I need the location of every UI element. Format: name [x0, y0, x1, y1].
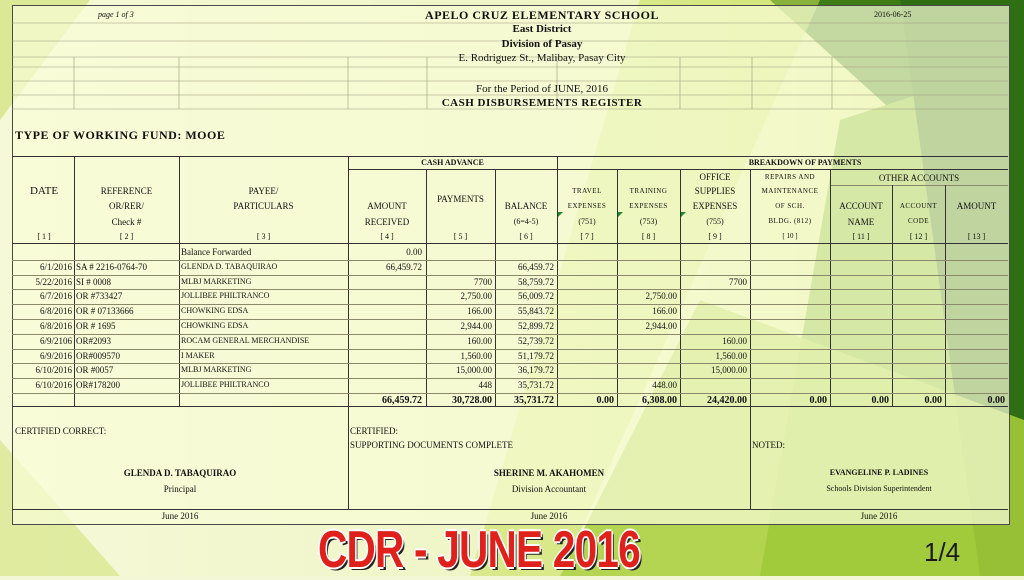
col-header-training: EXPENSES — [629, 202, 668, 210]
row-divider — [12, 378, 1008, 379]
school-address: E. Rodriguez St., Malibay, Pasay City — [458, 52, 626, 64]
col-number: [ 8 ] — [641, 232, 656, 241]
row-divider — [12, 334, 1008, 335]
cell-payments: 166.00 — [467, 306, 492, 317]
col-header-reference: OR/RER/ — [108, 201, 144, 211]
cell-balance: 52,739.72 — [518, 335, 554, 346]
col-header-account-name: NAME — [847, 217, 875, 227]
cell-balance: 36,179.72 — [518, 365, 554, 376]
row-divider — [12, 275, 1008, 276]
col-header-office: SUPPLIES — [694, 186, 736, 196]
total-office: 24,420.00 — [707, 395, 747, 406]
cell-date: 6/10/2016 — [35, 380, 72, 391]
cell-date: 6/9/2016 — [39, 350, 72, 361]
col-number: [ 7 ] — [580, 232, 594, 241]
school-name: APELO CRUZ ELEMENTARY SCHOOL — [425, 8, 659, 22]
total-balance: 35,731.72 — [514, 395, 554, 406]
cell-training: 166.00 — [652, 306, 677, 317]
cell-reference: SI # 0008 — [76, 276, 112, 287]
col-header-travel-code: (751) — [578, 217, 596, 226]
group-header-other-accounts: OTHER ACCOUNTS — [878, 173, 960, 183]
col-number: [ 10 ] — [782, 232, 798, 240]
col-header-training: TRAINING — [629, 187, 668, 195]
cell-reference: OR#178200 — [76, 380, 121, 391]
superintendent-name: EVANGELINE P. LADINES — [829, 468, 929, 477]
principal-name: GLENDA D. TABAQUIRAO — [123, 468, 237, 478]
col-header-balance-formula: (6=4-5) — [513, 217, 539, 226]
accountant-name: SHERINE M. AKAHOMEN — [493, 468, 605, 478]
cell-date: 6/9/2106 — [39, 335, 72, 346]
cell-balance: 35,731.72 — [518, 380, 554, 391]
col-header-repairs: REPAIRS AND — [764, 173, 816, 181]
total-account-name: 0.00 — [871, 395, 889, 406]
cell-reference: OR#2093 — [76, 335, 112, 346]
col-header-repairs: OF SCH. — [775, 202, 805, 210]
col-number: [ 13 ] — [967, 232, 986, 241]
noted-label: NOTED: — [752, 440, 785, 450]
total-account-code: 0.00 — [924, 395, 942, 406]
col-number: [ 5 ] — [453, 232, 468, 241]
cell-payments: 2,944.00 — [460, 321, 492, 331]
cell-payments: 1,560.00 — [460, 350, 492, 361]
col-header-payee: PARTICULARS — [233, 201, 294, 211]
cell-comment-marker — [558, 212, 563, 217]
col-number: [ 6 ] — [519, 232, 533, 241]
page-indicator: page 1 of 3 — [98, 10, 134, 19]
cell-training: 2,944.00 — [645, 321, 677, 331]
cell-payee: CHOWKING EDSA — [181, 321, 249, 330]
col-number: [ 4 ] — [380, 232, 394, 241]
col-header-reference: Check # — [111, 217, 142, 227]
cell-payee: GLENDA D. TABAQUIRAO — [181, 261, 278, 271]
cell-payee: Balance Forwarded — [181, 247, 252, 257]
group-header-cash-advance: CASH ADVANCE — [421, 158, 484, 167]
cell-payments: 160.00 — [467, 335, 492, 346]
slide-banner-title: CDR - JUNE 2016 — [318, 521, 640, 579]
cell-balance: 52,899.72 — [518, 321, 554, 331]
cell-comment-marker — [681, 212, 686, 217]
col-number: [ 3 ] — [256, 232, 271, 241]
cell-comment-marker — [618, 212, 623, 217]
cell-payee: JOLLIBEE PHILTRANCO — [181, 380, 270, 390]
row-divider — [12, 260, 1008, 261]
col-header-travel: EXPENSES — [567, 202, 607, 210]
col-header-date: DATE — [29, 185, 59, 197]
cell-training: 448.00 — [652, 380, 677, 391]
supporting-docs-label: SUPPORTING DOCUMENTS COMPLETE — [350, 440, 513, 450]
row-divider — [12, 304, 1008, 305]
totals-bottom-border — [12, 406, 1008, 407]
col-header-travel: TRAVEL — [572, 187, 602, 195]
cell-amount-received: 66,459.72 — [386, 261, 422, 272]
col-number: [ 12 ] — [909, 232, 928, 241]
cell-office: 160.00 — [722, 335, 747, 346]
cell-date: 5/22/2016 — [35, 276, 72, 287]
row-divider — [12, 393, 1008, 394]
cell-payments: 15,000.00 — [456, 365, 492, 376]
col-header-account-code: CODE — [907, 217, 930, 225]
col-header-training-code: (753) — [639, 217, 658, 226]
cell-date: 6/7/2016 — [39, 291, 72, 302]
cell-payments: 2,750.00 — [460, 291, 492, 302]
column-number-border — [12, 243, 1008, 244]
accountant-title: Division Accountant — [511, 484, 587, 494]
report-date: 2016-06-25 — [874, 10, 912, 19]
cell-office: 15,000.00 — [711, 365, 747, 376]
cell-payee: ROCAM GENERAL MERCHANDISE — [181, 335, 310, 345]
signature-date: June 2016 — [530, 511, 568, 521]
date-row-border — [12, 509, 1008, 510]
col-number: [ 2 ] — [119, 232, 134, 241]
cell-reference: SA # 2216-0764-70 — [76, 261, 148, 272]
signature-date: June 2016 — [161, 511, 199, 521]
cell-reference: OR #0057 — [76, 365, 114, 376]
cell-payee: MLBJ MARKETING — [181, 276, 252, 286]
cell-date: 6/8/2016 — [39, 321, 72, 331]
total-travel: 0.00 — [596, 395, 614, 406]
cell-payments: 448 — [478, 380, 492, 391]
cell-balance: 51,179.72 — [518, 350, 554, 361]
total-amount-received: 66,459.72 — [382, 395, 422, 406]
cell-office: 1,560.00 — [715, 350, 747, 361]
total-repairs: 0.00 — [809, 395, 827, 406]
row-divider — [12, 289, 1008, 290]
cell-office: 7700 — [729, 276, 747, 287]
division: Division of Pasay — [501, 38, 583, 50]
district: East District — [512, 23, 572, 35]
cell-reference: OR # 07133666 — [76, 306, 134, 317]
col-header-other-amount: AMOUNT — [956, 201, 997, 211]
col-number: [ 9 ] — [708, 232, 722, 241]
report-period: For the Period of JUNE, 2016 — [476, 83, 608, 95]
col-header-repairs: MAINTENANCE — [761, 187, 819, 195]
cell-balance: 55,843.72 — [518, 306, 554, 317]
row-divider — [12, 349, 1008, 350]
cell-balance: 66,459.72 — [518, 261, 554, 272]
col-header-office: OFFICE — [699, 172, 731, 182]
cell-reference: OR#009570 — [76, 350, 121, 361]
fund-type: TYPE OF WORKING FUND: MOOE — [15, 128, 226, 142]
cell-balance: 56,009.72 — [518, 291, 554, 302]
col-header-account-code: ACCOUNT — [899, 202, 938, 210]
col-header-account-name: ACCOUNT — [839, 201, 883, 211]
col-header-office-code: (755) — [706, 217, 724, 226]
col-header-payments: PAYMENTS — [437, 194, 484, 204]
cell-reference: OR #733427 — [76, 291, 123, 302]
col-header-repairs: BLDG. (812) — [768, 217, 812, 225]
certified-correct-label: CERTIFIED CORRECT: — [15, 426, 107, 436]
register-title: CASH DISBURSEMENTS REGISTER — [441, 97, 643, 109]
cell-date: 6/1/2016 — [39, 261, 72, 272]
cell-balance: 58,759.72 — [518, 276, 554, 287]
cell-reference: OR # 1695 — [76, 321, 116, 331]
col-number: [ 11 ] — [852, 232, 870, 241]
cell-date: 6/10/2016 — [35, 365, 72, 376]
cell-payee: MLBJ MARKETING — [181, 365, 252, 375]
col-header-payee: PAYEE/ — [248, 186, 279, 196]
slide-number: 1/4 — [924, 537, 961, 567]
col-header-balance: BALANCE — [504, 201, 548, 211]
row-divider — [12, 363, 1008, 364]
col-header-office: EXPENSES — [692, 201, 738, 211]
row-divider — [12, 319, 1008, 320]
group-header-border — [348, 169, 1008, 170]
cell-training: 2,750.00 — [645, 291, 677, 302]
principal-title: Principal — [163, 484, 197, 494]
cell-date: 6/8/2016 — [39, 306, 72, 317]
certified-label: CERTIFIED: — [350, 426, 398, 436]
col-header-amount-received: AMOUNT — [367, 201, 407, 211]
cell-payee: CHOWKING EDSA — [181, 306, 249, 316]
cell-payee: I MAKER — [181, 350, 215, 360]
cell-payments: 7700 — [474, 276, 492, 287]
col-number: [ 1 ] — [37, 232, 51, 241]
col-header-amount-received: RECEIVED — [364, 217, 410, 227]
table-top-border — [12, 156, 1008, 157]
col-divider — [945, 185, 946, 406]
signature-date: June 2016 — [860, 511, 898, 521]
total-payments: 30,728.00 — [452, 395, 492, 406]
cell-amount-received: 0.00 — [406, 247, 422, 257]
superintendent-title: Schools Division Superintendent — [826, 484, 932, 493]
total-other-amount: 0.00 — [987, 395, 1005, 406]
total-training: 6,308.00 — [642, 395, 677, 406]
col-header-reference: REFERENCE — [100, 186, 153, 196]
cell-payee: JOLLIBEE PHILTRANCO — [181, 291, 270, 301]
group-header-breakdown: BREAKDOWN OF PAYMENTS — [748, 158, 862, 167]
other-accounts-border — [830, 185, 1008, 186]
